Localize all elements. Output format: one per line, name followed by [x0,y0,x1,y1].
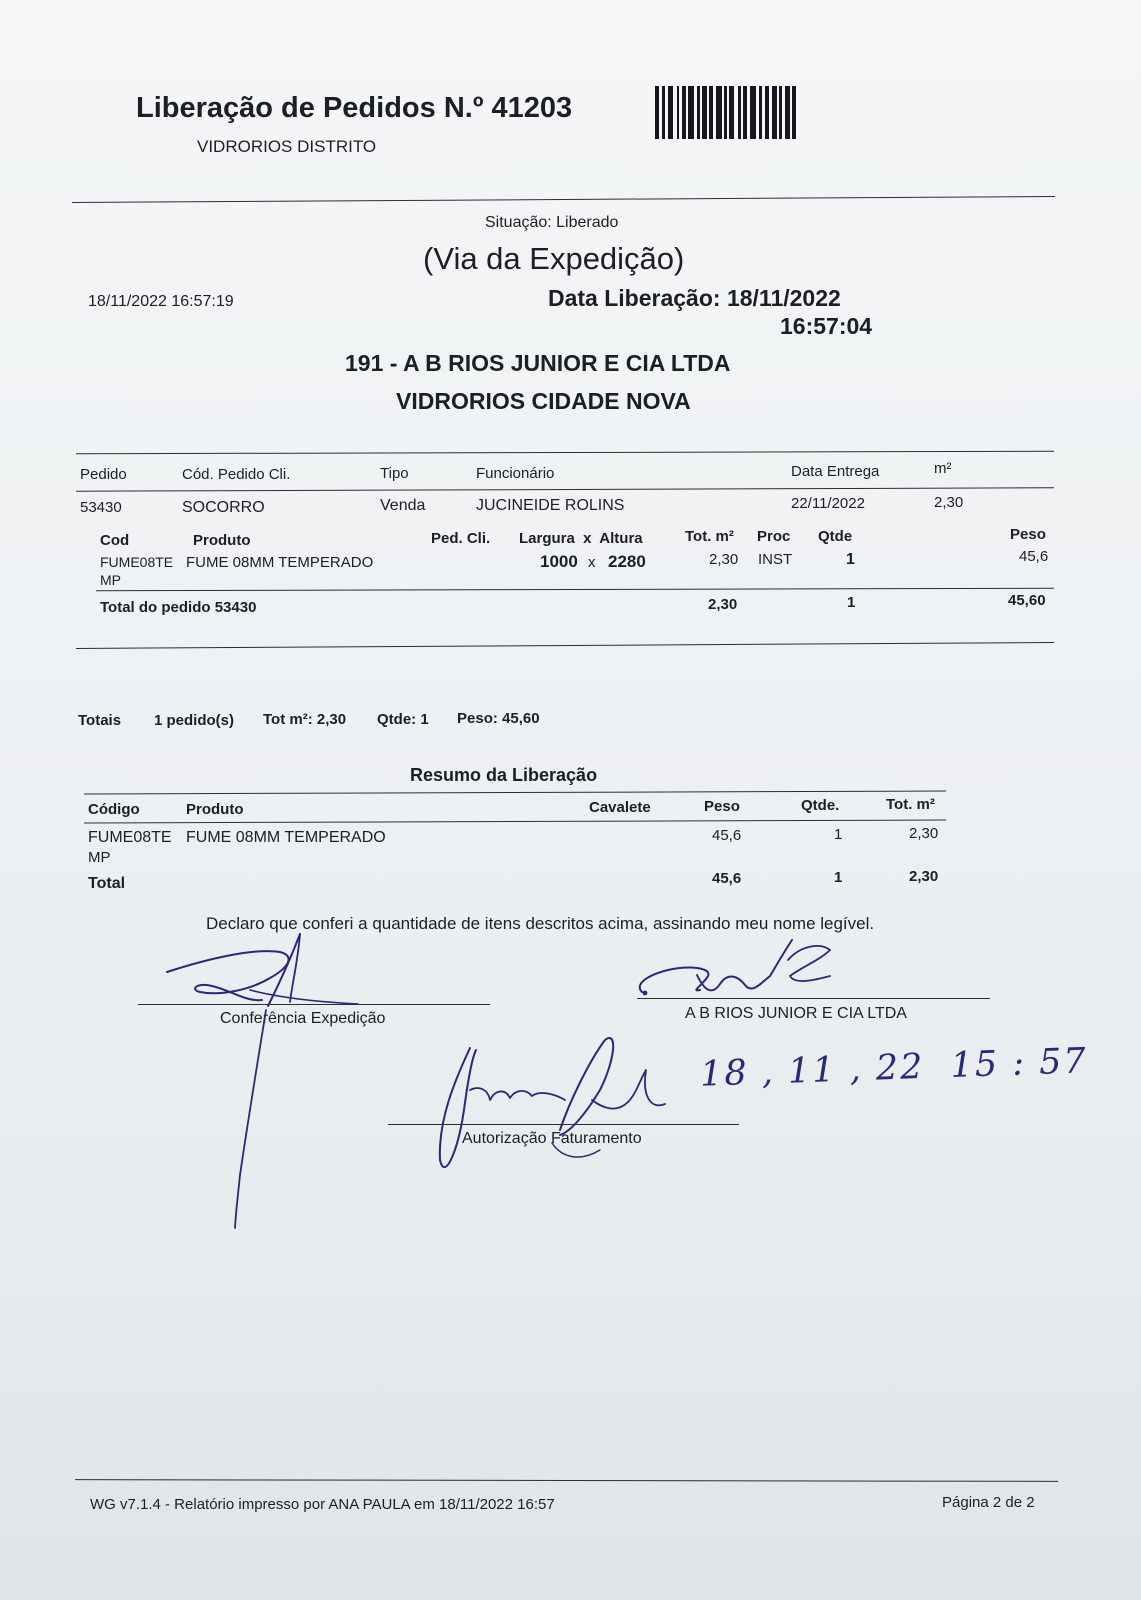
col-pedido: Pedido [80,466,127,483]
item-produto: FUME 08MM TEMPERADO [186,554,374,571]
resumo-col-peso: Peso [704,798,740,815]
totais-qtde: Qtde: 1 [377,711,429,728]
col-cod-pedido-cli: Cód. Pedido Cli. [182,466,291,483]
order-total-label: Total do pedido 53430 [100,599,257,616]
order-pedido: 53430 [80,499,122,516]
item-peso: 45,6 [1019,548,1049,565]
item-col-produto: Produto [193,532,251,549]
item-proc: INST [758,551,793,568]
item-col-tot-m2: Tot. m² [685,528,734,545]
totais-tot-m2: Tot m²: 2,30 [263,711,347,728]
resumo-col-cavalete: Cavalete [589,799,651,816]
item-qtde: 1 [846,551,855,568]
item-col-proc: Proc [757,528,791,545]
company-name: VIDRORIOS DISTRITO [197,137,377,156]
totais-pedidos: 1 pedido(s) [154,712,235,729]
footer-report-text: WG v7.1.4 - Relatório impresso por ANA PAULA em 18/11/2022 16:57 [90,1496,555,1513]
col-tipo: Tipo [380,465,409,482]
order-m2: 2,30 [934,494,964,511]
footer-page-number: Página 2 de 2 [942,1494,1035,1511]
totais-peso: Peso: 45,60 [457,710,540,727]
declaration-text: Declaro que conferi a quantidade de itens descritos acima, assinando meu nome legível. [206,914,875,933]
resumo-total-qtde: 1 [834,869,843,886]
resumo-produto: FUME 08MM TEMPERADO [186,829,386,846]
order-total-peso: 45,60 [1008,592,1046,609]
data-liberacao-time: 16:57:04 [780,313,873,339]
item-col-qtde: Qtde [818,528,853,545]
item-tot-m2: 2,30 [709,551,739,568]
item-col-largura-altura: Largura x Altura [519,530,643,547]
totais-label: Totais [78,712,122,729]
data-liberacao: Data Liberação: 18/11/2022 [548,285,841,311]
resumo-col-codigo: Código [88,801,140,818]
order-cod-cli: SOCORRO [182,499,265,516]
col-funcionario: Funcionário [476,465,555,482]
order-total-qtde: 1 [847,594,856,611]
autorizacao-label: Autorização Faturamento [462,1130,642,1147]
handwritten-date: 18 , 11 , 22 15 : 57 [699,1041,1089,1095]
conferencia-label: Conferência Expedição [220,1010,386,1027]
item-altura: 2280 [608,552,646,571]
order-tipo: Venda [380,497,426,514]
resumo-codigo-line2: MP [88,849,111,866]
item-cod-line1: FUME08TE [100,554,174,570]
item-largura: 1000 [540,552,578,571]
resumo-tot-m2: 2,30 [909,825,939,842]
col-m2: m² [934,460,952,477]
via-title: (Via da Expedição) [423,241,685,276]
item-col-ped-cli: Ped. Cli. [431,530,491,547]
resumo-peso: 45,6 [712,827,742,844]
resumo-total-tot-m2: 2,30 [909,868,939,885]
item-x: x [588,554,596,571]
document-title: Liberação de Pedidos N.º 41203 [136,92,573,124]
resumo-col-qtde: Qtde. [801,797,840,814]
item-cod-line2: MP [100,572,121,588]
resumo-col-produto: Produto [186,801,244,818]
order-data-entrega: 22/11/2022 [791,495,865,512]
resumo-qtde: 1 [834,826,843,843]
client-store: VIDRORIOS CIDADE NOVA [396,388,691,414]
resumo-total-label: Total [88,875,126,892]
client-name: 191 - A B RIOS JUNIOR E CIA LTDA [345,350,731,376]
resumo-total-peso: 45,6 [712,870,742,887]
resumo-title: Resumo da Liberação [410,765,598,785]
order-funcionario: JUCINEIDE ROLINS [476,497,625,514]
order-total-m2: 2,30 [708,596,738,613]
resumo-codigo-line1: FUME08TE [88,829,172,846]
cliente-label: A B RIOS JUNIOR E CIA LTDA [685,1005,907,1022]
situacao-text: Situação: Liberado [485,214,619,231]
item-col-peso: Peso [1010,526,1046,543]
printed-timestamp: 18/11/2022 16:57:19 [88,293,234,310]
resumo-col-tot-m2: Tot. m² [886,796,935,813]
col-data-entrega: Data Entrega [791,463,880,480]
item-col-cod: Cod [100,532,130,549]
